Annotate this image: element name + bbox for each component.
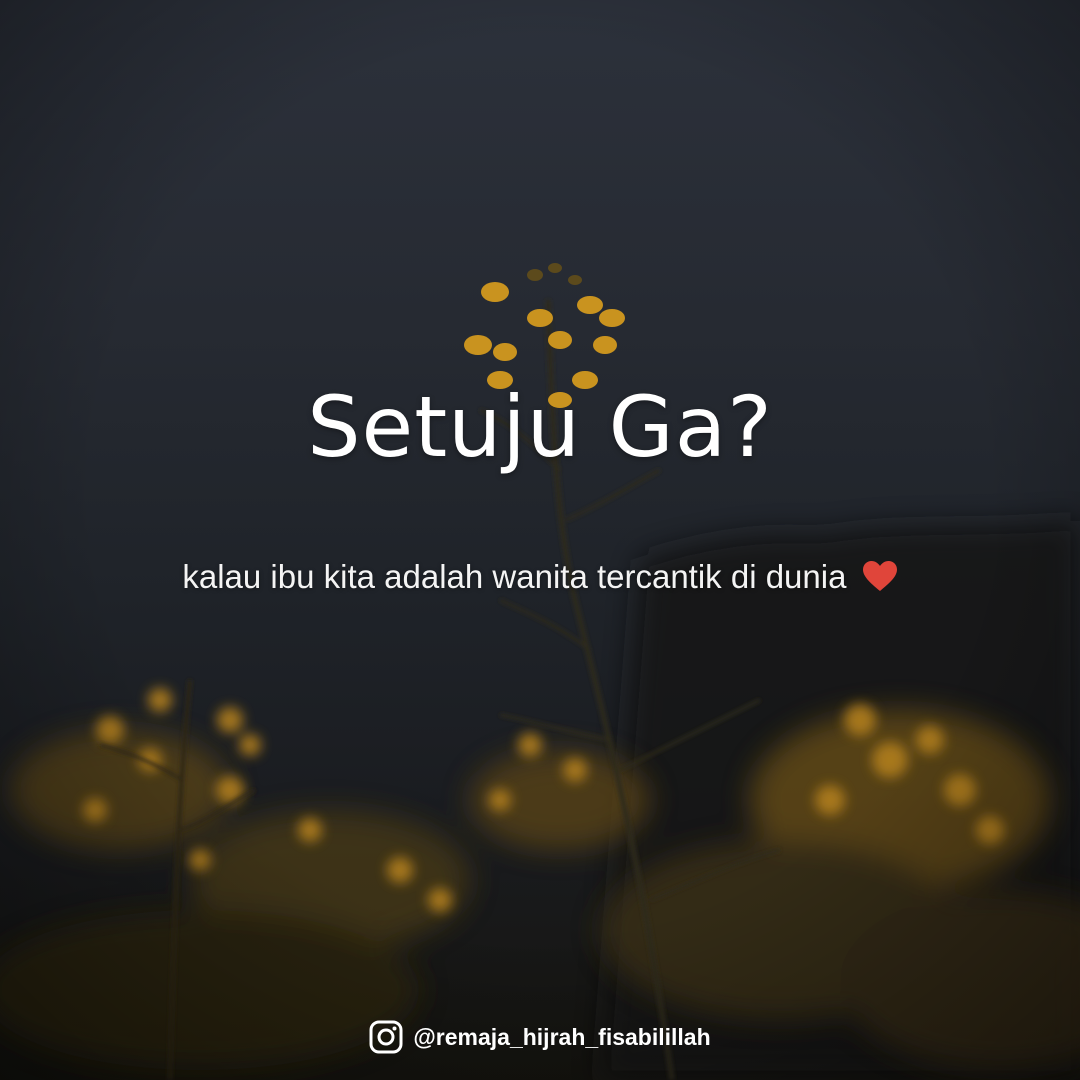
- subtitle-text: kalau ibu kita adalah wanita tercantik di dunia: [182, 558, 847, 595]
- credit-handle[interactable]: @remaja_hijrah_fisabilillah: [413, 1023, 711, 1050]
- post-subtitle: [0, 558, 1080, 600]
- heart-icon: [862, 560, 898, 600]
- instagram-icon: [369, 1020, 403, 1054]
- credit-line: [0, 1020, 1080, 1054]
- post-title: Setuju Ga?: [307, 378, 773, 476]
